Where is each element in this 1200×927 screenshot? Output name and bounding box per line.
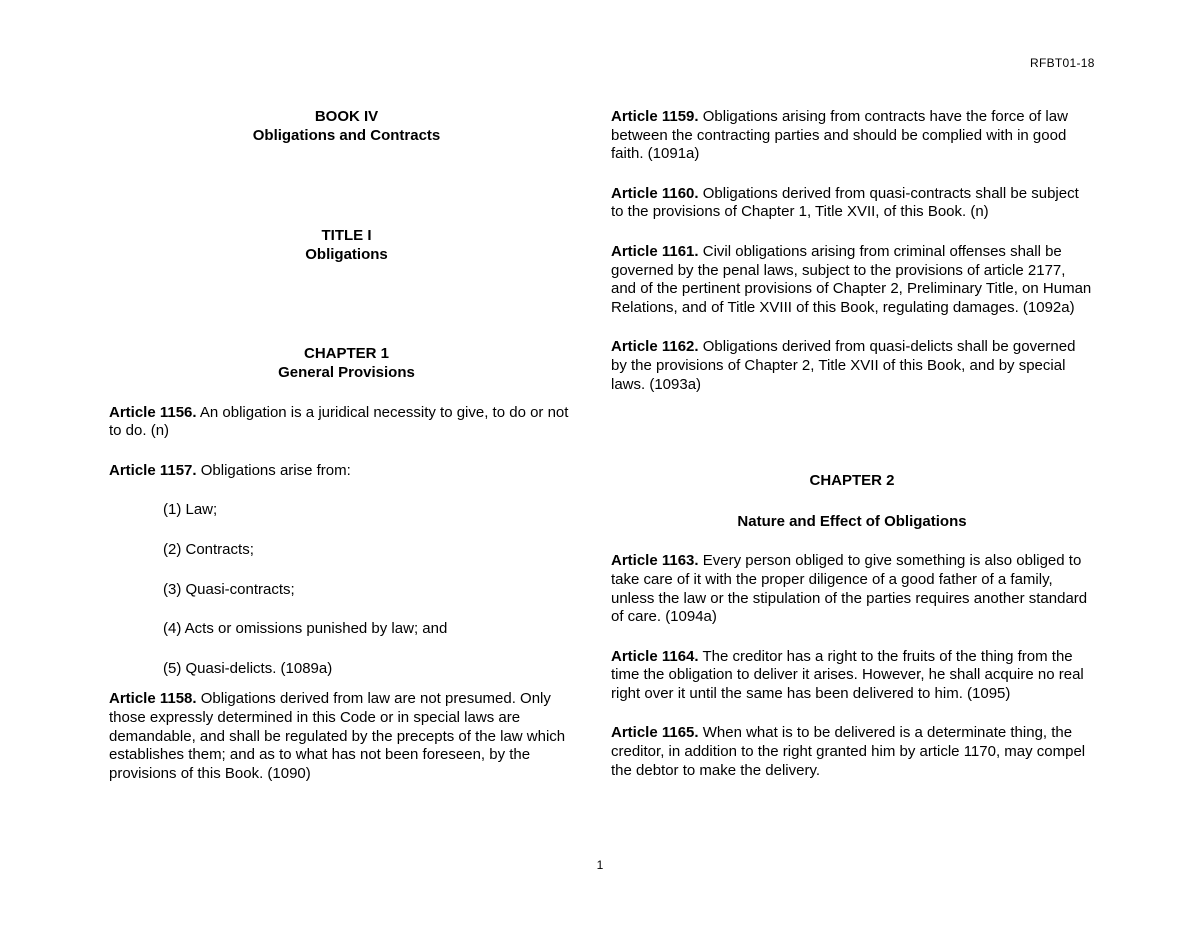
article-label: Article 1164. (611, 647, 699, 665)
list-item: (1) Law; (163, 501, 218, 519)
page-code: RFBT01-18 (1030, 56, 1095, 70)
title-subtitle: Obligations (305, 245, 388, 263)
book-heading (109, 108, 584, 145)
article-label: Article 1159. (611, 108, 699, 125)
article-label: Article 1157. (109, 461, 197, 479)
article-1161 (611, 243, 1093, 317)
article-text: Obligations arise from: (196, 461, 351, 479)
article-1158 (109, 690, 584, 783)
chapter-2-title: CHAPTER 2 (809, 472, 895, 490)
article-text: Every person obliged to give something is also obliged to take care of it with the proper diligence of a good father of a family, unless the law or the stipulation of the parties requires another standard of care. (1094a) (611, 552, 1088, 626)
list-item: (2) Contracts; (163, 540, 254, 558)
article-1165 (611, 724, 1093, 780)
article-label: Article 1160. (611, 184, 699, 202)
article-text: The creditor has a right to the fruits of the thing from the time the obligation to deliver it arises. However, he shall acquire no real right over it until the same has been delivered to him. (1095) (611, 647, 1084, 702)
article-1160 (611, 185, 1093, 222)
article-label: Article 1158. (109, 690, 197, 708)
article-label: Article 1162. (611, 338, 699, 356)
list-item: (5) Quasi-delicts. (1089a) (163, 659, 333, 677)
article-1164 (611, 648, 1093, 704)
article-1162 (611, 338, 1093, 394)
article-label: Article 1165. (611, 724, 699, 742)
article-label: Article 1161. (611, 242, 699, 260)
title-heading (109, 227, 584, 264)
article-text: Obligations arising from contracts have the force of law between the contracting parties and should be complied with in good faith. (1091a) (611, 108, 1068, 163)
title-title: TITLE I (321, 227, 372, 245)
list-item: (3) Quasi-contracts; (163, 580, 295, 598)
article-text: Obligations derived from quasi-delicts shall be governed by the provisions of Chapter 2, Title XVII of this Book, and by special laws. (1093a) (611, 338, 1076, 393)
chapter-1-heading (109, 345, 584, 382)
article-1159 (611, 108, 1093, 164)
article-1157 (109, 462, 584, 481)
book-title: BOOK IV (314, 108, 379, 125)
article-text: When what is to be delivered is a determinate thing, the creditor, in addition to the right granted him by article 1170, may compel the debtor to make the delivery. (611, 724, 1086, 779)
book-subtitle: Obligations and Contracts (252, 126, 441, 144)
article-text: Civil obligations arising from criminal offenses shall be governed by the penal laws, subject to the provisions of article 2177, and of the pertinent provisions of Chapter 2, Preliminary Title, on Human Relations, and of Title XVIII of this Book, regulating damages. (1092a) (611, 242, 1092, 316)
article-1163 (611, 552, 1093, 626)
article-label: Article 1163. (611, 552, 699, 570)
chapter-1-subtitle: General Provisions (278, 363, 415, 381)
list-item: (4) Acts or omissions punished by law; and (163, 620, 448, 638)
page-number: 1 (596, 858, 604, 872)
article-label: Article 1156. (109, 403, 197, 421)
article-1156 (109, 404, 584, 441)
chapter-2-subtitle: Nature and Effect of Obligations (737, 512, 967, 530)
article-text: Obligations derived from law are not presumed. Only those expressly determined in this Code or in special laws are demandable, and shall be regulated by the precepts of the law which establishes them; and as to what has not been foreseen, by the provisions of this Book. (1090) (109, 690, 566, 782)
right-column (611, 108, 1093, 780)
left-column (109, 108, 584, 783)
article-text: Obligations derived from quasi-contracts shall be subject to the provisions of Chapter 1, Title XVII, of this Book. (n) (611, 184, 1079, 221)
chapter-1-title: CHAPTER 1 (303, 345, 389, 363)
article-text: An obligation is a juridical necessity to give, to do or not to do. (n) (109, 403, 569, 440)
